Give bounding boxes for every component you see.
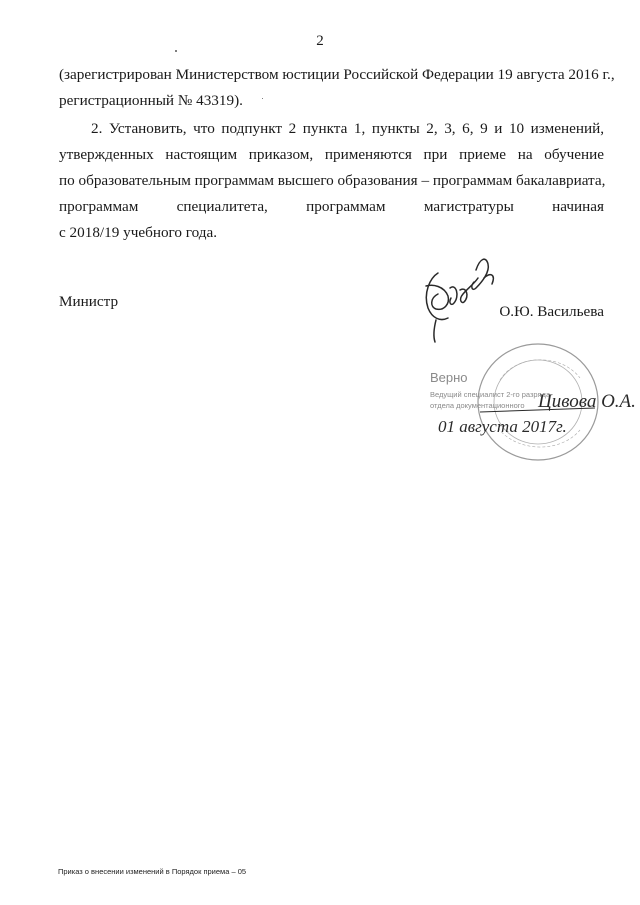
- text-line: по образовательным программам высшего образования – программам бакалавриата,: [59, 172, 606, 189]
- stamp-label: Верно: [430, 370, 468, 385]
- handwritten-signature: [408, 248, 508, 344]
- footer-note: Приказ о внесении изменений в Порядок приема – 05: [58, 867, 247, 876]
- text-line: регистрационный № 43319).: [59, 92, 243, 109]
- handwritten-name: Цивова О.А.: [538, 391, 636, 412]
- text-line: с 2018/19 учебного года.: [59, 224, 218, 241]
- stamp-position-line: отдела документационного: [430, 401, 525, 410]
- text-line: утвержденных настоящим приказом, применяются при приеме на обучение: [59, 146, 604, 163]
- paragraph-item-2: [59, 116, 604, 246]
- minister-name: О.Ю. Васильева: [499, 303, 604, 320]
- text-line: программам специалитета, программам магистратуры начиная: [59, 198, 604, 215]
- scan-speck: [175, 50, 177, 52]
- text-line: 2. Установить, что подпункт 2 пункта 1, пункты 2, 3, 6, 9 и 10 изменений,: [91, 120, 604, 137]
- stamp-position-line: Ведущий специалист 2-го разряда: [430, 390, 551, 399]
- scan-speck: [262, 98, 263, 99]
- minister-title: Министр: [59, 293, 119, 310]
- handwritten-date: 01 августа 2017г.: [438, 417, 567, 436]
- text-line: (зарегистрирован Министерством юстиции Российской Федерации 19 августа 2016 г.,: [59, 66, 615, 83]
- certification-stamp: [420, 340, 636, 470]
- paragraph-registration: [59, 62, 615, 114]
- page-number: 2: [316, 33, 324, 49]
